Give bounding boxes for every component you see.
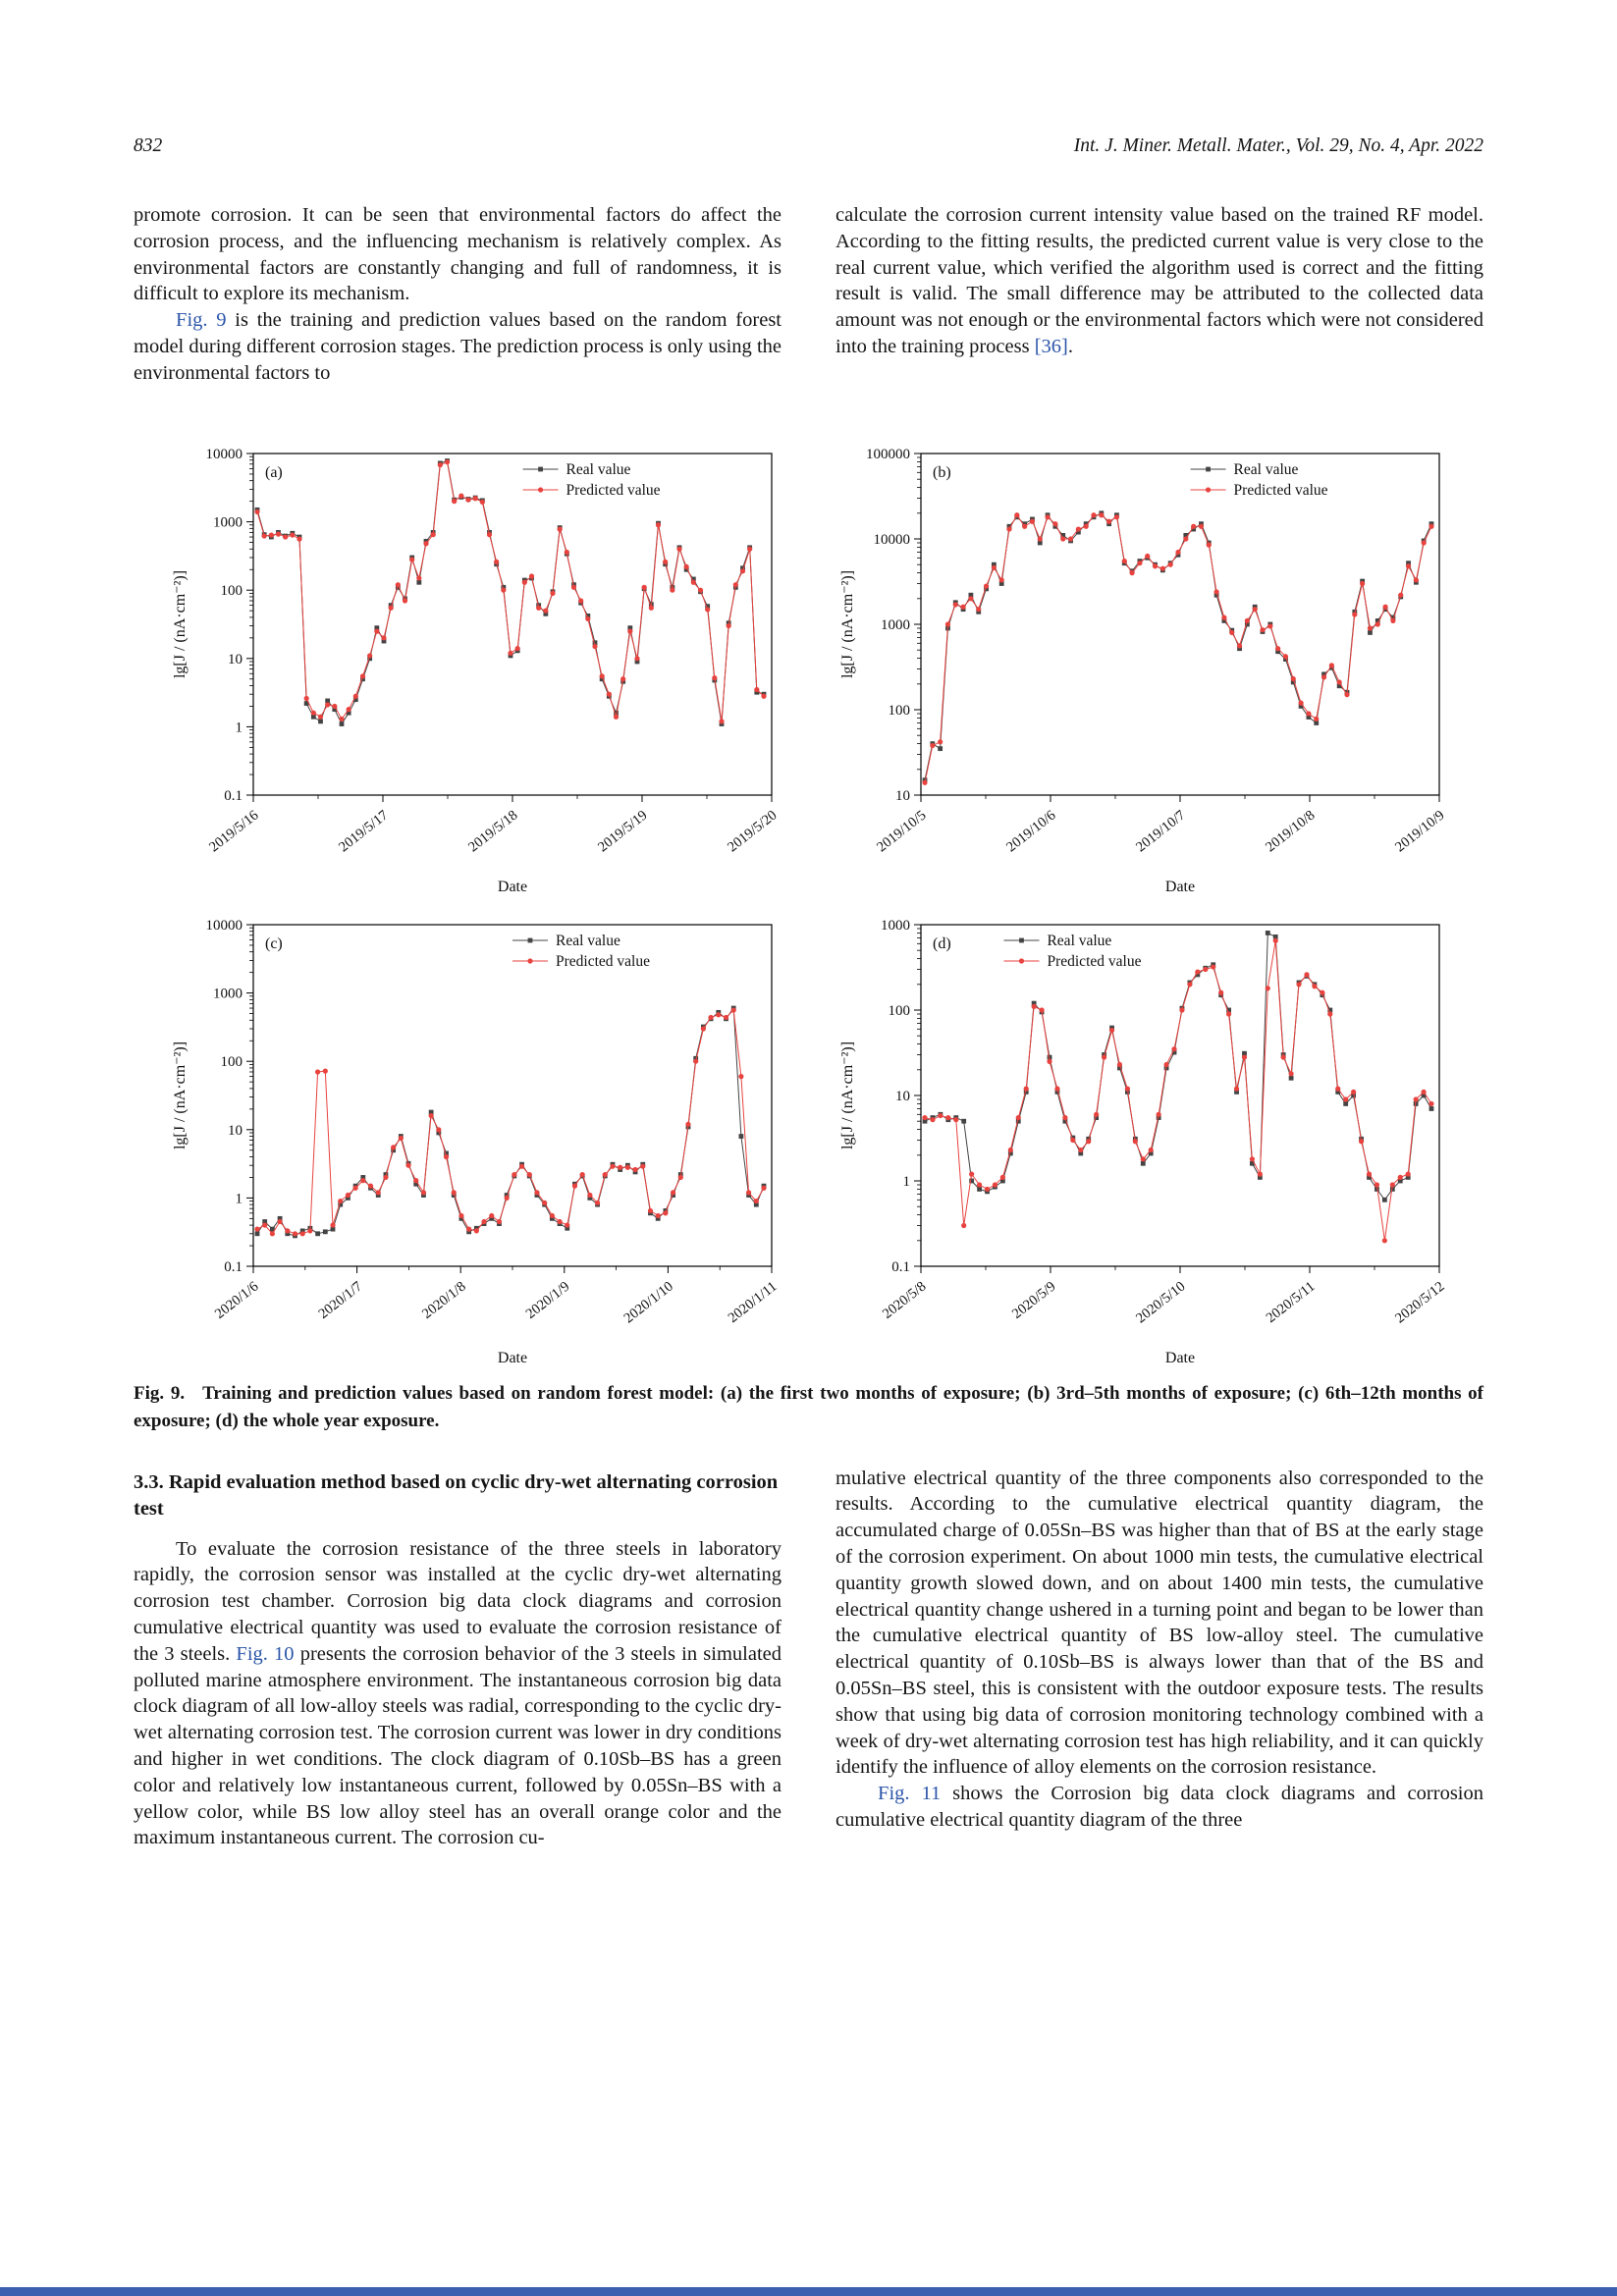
svg-text:10: 10 (894, 787, 910, 804)
svg-text:10000: 10000 (205, 446, 243, 462)
svg-text:(d): (d) (932, 934, 951, 952)
svg-text:2020/1/10: 2020/1/10 (620, 1278, 676, 1326)
svg-text:100000: 100000 (865, 446, 910, 462)
svg-text:Predicted value: Predicted value (1046, 952, 1141, 970)
svg-text:(a): (a) (264, 463, 283, 481)
svg-text:Real value: Real value (555, 932, 620, 949)
svg-text:10: 10 (227, 1122, 243, 1139)
svg-text:2020/5/8: 2020/5/8 (879, 1278, 929, 1322)
svg-text:2020/1/6: 2020/1/6 (211, 1278, 261, 1322)
chart-panel-b (829, 438, 1457, 899)
svg-text:Predicted value: Predicted value (1233, 481, 1328, 499)
intro-right-column (835, 202, 1483, 387)
svg-text:lg[J / (nA·cm⁻²)]: lg[J / (nA·cm⁻²)] (171, 1041, 189, 1149)
figure-caption-label: Fig. 9. (134, 1382, 186, 1404)
svg-text:1000: 1000 (880, 917, 910, 934)
chart-panel-a (161, 438, 789, 899)
svg-text:Predicted value: Predicted value (566, 481, 661, 499)
page-header (134, 135, 1483, 157)
svg-text:100: 100 (888, 1002, 910, 1019)
section-text-block (134, 1466, 1483, 1852)
page-bottom-rule (0, 2287, 1617, 2296)
svg-text:2019/10/9: 2019/10/9 (1391, 807, 1447, 855)
svg-text:1000: 1000 (212, 986, 243, 1002)
svg-text:10000: 10000 (873, 531, 910, 548)
svg-text:Date: Date (1164, 878, 1195, 895)
svg-text:1: 1 (902, 1173, 910, 1190)
svg-text:100: 100 (220, 582, 243, 599)
svg-text:Real value: Real value (1233, 460, 1298, 478)
inline-reference-link[interactable]: [36] (1034, 335, 1068, 357)
inline-reference-link[interactable]: Fig. 10 (236, 1642, 295, 1665)
inline-reference-link[interactable]: Fig. 9 (176, 309, 227, 332)
paragraph: To evaluate the corrosion resistance of the three steels in laboratory rapidly, the corrosion sensor was installed at the cyclic dry-wet alternating corrosion test chamber. Corrosion big data clock diagrams and corrosion cumulative electrical quantity was used to evaluate the corrosion resistance of the 3 steels. Fig. 10 presents the corrosion behavior of the 3 steels in simulated polluted marine atmosphere environment. The instantaneous corrosion big data clock diagram of all low-alloy steels was radial, corresponding to the cyclic dry-wet alternating corrosion test. The corrosion current was lower in dry conditions and higher in wet conditions. The clock diagram of 0.10Sb–BS has a green color and relatively low instantaneous current, followed by 0.05Sn–BS with a yellow color, while BS low alloy steel has an overall orange color and the maximum instantaneous current. The corrosion cu- (134, 1537, 782, 1849)
svg-text:1: 1 (235, 1190, 243, 1206)
svg-text:10: 10 (894, 1088, 910, 1104)
page-number: 832 (134, 135, 163, 156)
svg-text:(c): (c) (264, 934, 283, 952)
svg-text:Date: Date (497, 878, 527, 895)
figure-caption-text: Training and prediction values based on random forest model: (a) the first two months of exposure; (b) 3rd–5th months of exposure; (c) 6th–12th months of exposure; (d) the whole year exposure. (134, 1382, 1484, 1432)
svg-text:1000: 1000 (212, 514, 243, 531)
section-left-column (134, 1466, 782, 1852)
svg-text:Predicted value: Predicted value (555, 952, 650, 970)
svg-text:2019/10/6: 2019/10/6 (1002, 807, 1058, 855)
svg-text:10: 10 (227, 651, 243, 667)
intro-left-column (134, 202, 782, 387)
paragraph: Fig. 11 shows the Corrosion big data clock diagrams and corrosion cumulative electrical quantity diagram of the three (835, 1783, 1483, 1831)
svg-text:2020/5/10: 2020/5/10 (1132, 1278, 1188, 1326)
svg-text:2020/5/12: 2020/5/12 (1391, 1278, 1447, 1326)
svg-text:lg[J / (nA·cm⁻²)]: lg[J / (nA·cm⁻²)] (171, 569, 189, 678)
svg-text:0.1: 0.1 (223, 1258, 243, 1275)
svg-text:100: 100 (220, 1053, 243, 1070)
svg-text:2019/5/16: 2019/5/16 (205, 807, 261, 855)
svg-text:2019/10/7: 2019/10/7 (1132, 807, 1188, 855)
svg-text:1000: 1000 (880, 616, 910, 633)
svg-text:1: 1 (235, 719, 243, 735)
paragraph: promote corrosion. It can be seen that environmental factors do affect the corrosion process, and the influencing mechanism is relatively complex. As environmental factors are constantly changing and full of randomness, it is difficult to explore its mechanism. (134, 204, 782, 305)
svg-text:2020/1/8: 2020/1/8 (418, 1278, 469, 1322)
figure-9-panel-grid (134, 438, 1483, 1370)
svg-text:Real value: Real value (1046, 932, 1111, 949)
svg-text:lg[J / (nA·cm⁻²)]: lg[J / (nA·cm⁻²)] (838, 569, 856, 678)
section-heading: 3.3. Rapid evaluation method based on cyclic dry-wet alternating corrosion test (134, 1470, 779, 1520)
svg-text:lg[J / (nA·cm⁻²)]: lg[J / (nA·cm⁻²)] (838, 1041, 856, 1149)
svg-text:2020/5/9: 2020/5/9 (1008, 1278, 1058, 1322)
paragraph: mulative electrical quantity of the three components also corresponded to the results. According to the cumulative electrical quantity diagram, the accumulated charge of 0.05Sn–BS was higher than that of BS at the early stage of the corrosion experiment. On about 1000 min tests, the cumulative electrical quantity growth slowed down, and on about 1400 min tests, the cumulative electrical quantity change ushered in a turning point and began to be lower than the cumulative electrical quantity of BS low-alloy steel. The cumulative electrical quantity of 0.10Sb–BS is always lower than that of the BS and 0.05Sn–BS steel, this is consistent with the outdoor exposure tests. The results show that using big data of corrosion monitoring technology combined with a week of dry-wet alternating corrosion test has high reliability, and it can quickly identify the influence of alloy elements on the corrosion resistance. (835, 1467, 1483, 1779)
svg-text:2019/5/20: 2019/5/20 (724, 807, 780, 855)
svg-text:2020/1/9: 2020/1/9 (522, 1278, 572, 1322)
paragraph: Fig. 9 is the training and prediction values based on the random forest model during different corrosion stages. The prediction process is only using the environmental factors to (134, 309, 782, 384)
svg-text:(b): (b) (932, 463, 951, 481)
svg-text:Real value: Real value (566, 460, 630, 478)
svg-text:Date: Date (1164, 1349, 1195, 1366)
section-right-column (835, 1466, 1483, 1852)
svg-text:2020/1/11: 2020/1/11 (725, 1278, 780, 1326)
journal-reference: Int. J. Miner. Metall. Mater., Vol. 29, No. 4, Apr. 2022 (1073, 135, 1483, 156)
svg-text:2019/10/8: 2019/10/8 (1262, 807, 1318, 855)
inline-reference-link[interactable]: Fig. 11 (878, 1783, 942, 1805)
svg-text:2020/5/11: 2020/5/11 (1263, 1278, 1318, 1326)
figure-caption (134, 1380, 1483, 1436)
svg-text:10000: 10000 (205, 917, 243, 934)
svg-text:2020/1/7: 2020/1/7 (315, 1278, 365, 1322)
svg-text:2019/5/17: 2019/5/17 (335, 807, 391, 855)
svg-text:2019/5/18: 2019/5/18 (464, 807, 520, 855)
chart-panel-d (829, 909, 1457, 1370)
paragraph: calculate the corrosion current intensity value based on the trained RF model. According to the fitting results, the predicted current value is very close to the real current value, which verified the algorithm used is correct and the fitting result is valid. The small difference may be attributed to the collected data amount was not enough or the environmental factors which were not considered into the training process [36]. (835, 204, 1483, 357)
svg-text:100: 100 (888, 702, 910, 719)
intro-text-block (134, 202, 1483, 387)
svg-text:2019/10/5: 2019/10/5 (873, 807, 929, 855)
svg-text:Date: Date (497, 1349, 527, 1366)
chart-panel-c (161, 909, 789, 1370)
svg-text:2019/5/19: 2019/5/19 (594, 807, 650, 855)
svg-text:0.1: 0.1 (223, 787, 243, 804)
svg-text:0.1: 0.1 (890, 1258, 910, 1275)
